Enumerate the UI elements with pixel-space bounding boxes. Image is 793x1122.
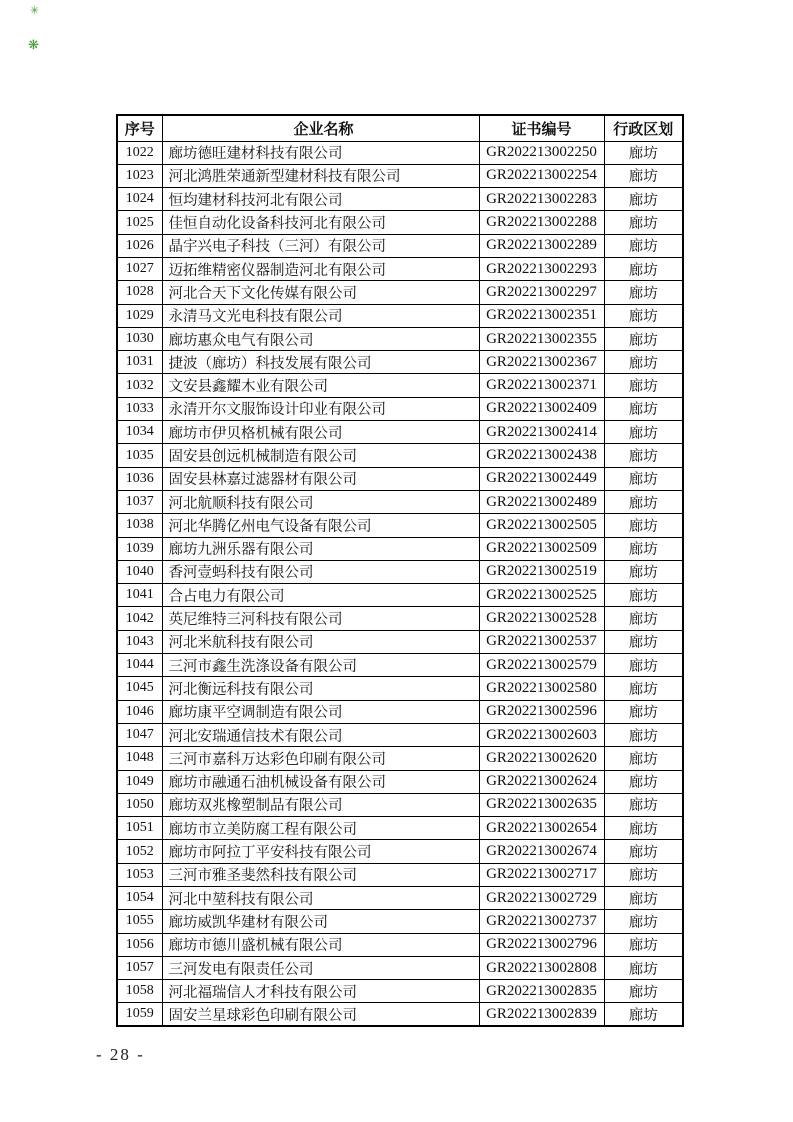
certificate-number: GR202213002528 [479, 607, 604, 630]
company-name: 晶宇兴电子科技（三河）有限公司 [162, 234, 479, 257]
certificate-number: GR202213002509 [479, 537, 604, 560]
table-row [117, 840, 683, 863]
table-row [117, 234, 683, 257]
admin-region: 廊坊 [604, 560, 683, 583]
table-row [117, 351, 683, 374]
row-serial-number: 1040 [117, 560, 162, 583]
row-serial-number: 1055 [117, 910, 162, 933]
admin-region: 廊坊 [604, 211, 683, 234]
company-name: 迈拓维精密仪器制造河北有限公司 [162, 257, 479, 280]
certificate-number: GR202213002489 [479, 490, 604, 513]
row-serial-number: 1044 [117, 654, 162, 677]
admin-region: 廊坊 [604, 490, 683, 513]
header-serial-number: 序号 [117, 115, 162, 141]
table-row [117, 607, 683, 630]
table-row [117, 397, 683, 420]
company-name: 三河市雅圣斐然科技有限公司 [162, 863, 479, 886]
table-row [117, 700, 683, 723]
table-row [117, 327, 683, 350]
certificate-number: GR202213002674 [479, 840, 604, 863]
row-serial-number: 1022 [117, 141, 162, 164]
admin-region: 廊坊 [604, 234, 683, 257]
row-serial-number: 1041 [117, 584, 162, 607]
row-serial-number: 1023 [117, 164, 162, 187]
row-serial-number: 1027 [117, 257, 162, 280]
admin-region: 廊坊 [604, 141, 683, 164]
company-name: 恒均建材科技河北有限公司 [162, 188, 479, 211]
row-serial-number: 1049 [117, 770, 162, 793]
company-name: 捷波（廊坊）科技发展有限公司 [162, 351, 479, 374]
table-row [117, 374, 683, 397]
certificate-number: GR202213002635 [479, 793, 604, 816]
certificate-number: GR202213002438 [479, 444, 604, 467]
table-row [117, 164, 683, 187]
company-name: 廊坊康平空调制造有限公司 [162, 700, 479, 723]
certificate-number: GR202213002254 [479, 164, 604, 187]
admin-region: 廊坊 [604, 840, 683, 863]
company-name: 河北米航科技有限公司 [162, 630, 479, 653]
admin-region: 廊坊 [604, 397, 683, 420]
certificate-number: GR202213002654 [479, 817, 604, 840]
table-row [117, 1003, 683, 1026]
admin-region: 廊坊 [604, 421, 683, 444]
green-mark-icon: ✳ [30, 4, 40, 17]
row-serial-number: 1036 [117, 467, 162, 490]
admin-region: 廊坊 [604, 467, 683, 490]
certificate-number: GR202213002289 [479, 234, 604, 257]
header-admin-region: 行政区划 [604, 115, 683, 141]
row-serial-number: 1046 [117, 700, 162, 723]
table-row [117, 956, 683, 979]
company-name: 廊坊惠众电气有限公司 [162, 327, 479, 350]
admin-region: 廊坊 [604, 584, 683, 607]
company-name: 廊坊九洲乐器有限公司 [162, 537, 479, 560]
admin-region: 廊坊 [604, 723, 683, 746]
company-name: 河北福瑞信人才科技有限公司 [162, 980, 479, 1003]
table-row [117, 584, 683, 607]
table-row [117, 654, 683, 677]
table-row [117, 257, 683, 280]
admin-region: 廊坊 [604, 514, 683, 537]
certificate-number: GR202213002355 [479, 327, 604, 350]
certificate-number: GR202213002371 [479, 374, 604, 397]
certificate-number: GR202213002409 [479, 397, 604, 420]
certificate-number: GR202213002505 [479, 514, 604, 537]
admin-region: 廊坊 [604, 956, 683, 979]
company-name: 永清开尔文服饰设计印业有限公司 [162, 397, 479, 420]
certificate-number: GR202213002283 [479, 188, 604, 211]
certificate-number: GR202213002596 [479, 700, 604, 723]
company-name: 固安县林嘉过滤器材有限公司 [162, 467, 479, 490]
table-row [117, 863, 683, 886]
certificate-number: GR202213002351 [479, 304, 604, 327]
admin-region: 廊坊 [604, 863, 683, 886]
page-number: - 28 - [96, 1045, 145, 1064]
admin-region: 廊坊 [604, 444, 683, 467]
table-row [117, 490, 683, 513]
admin-region: 廊坊 [604, 770, 683, 793]
table-row [117, 793, 683, 816]
admin-region: 廊坊 [604, 887, 683, 910]
company-name: 廊坊市伊贝格机械有限公司 [162, 421, 479, 444]
admin-region: 廊坊 [604, 374, 683, 397]
row-serial-number: 1039 [117, 537, 162, 560]
admin-region: 廊坊 [604, 980, 683, 1003]
company-table-body [117, 141, 683, 1026]
certified-companies-table [116, 114, 684, 1027]
admin-region: 廊坊 [604, 1003, 683, 1026]
admin-region: 廊坊 [604, 677, 683, 700]
company-name: 河北华腾亿州电气设备有限公司 [162, 514, 479, 537]
admin-region: 廊坊 [604, 327, 683, 350]
admin-region: 廊坊 [604, 351, 683, 374]
table-row [117, 514, 683, 537]
company-name: 合占电力有限公司 [162, 584, 479, 607]
row-serial-number: 1032 [117, 374, 162, 397]
company-name: 廊坊威凯华建材有限公司 [162, 910, 479, 933]
company-name: 廊坊市立美防腐工程有限公司 [162, 817, 479, 840]
row-serial-number: 1058 [117, 980, 162, 1003]
certificate-number: GR202213002620 [479, 747, 604, 770]
certificate-number: GR202213002729 [479, 887, 604, 910]
row-serial-number: 1051 [117, 817, 162, 840]
row-serial-number: 1045 [117, 677, 162, 700]
certificate-number: GR202213002297 [479, 281, 604, 304]
row-serial-number: 1024 [117, 188, 162, 211]
row-serial-number: 1034 [117, 421, 162, 444]
certificate-number: GR202213002603 [479, 723, 604, 746]
certificate-number: GR202213002449 [479, 467, 604, 490]
row-serial-number: 1056 [117, 933, 162, 956]
certificate-number: GR202213002537 [479, 630, 604, 653]
row-serial-number: 1028 [117, 281, 162, 304]
row-serial-number: 1050 [117, 793, 162, 816]
certificate-number: GR202213002839 [479, 1003, 604, 1026]
green-mark-icon: ❋ [28, 38, 39, 53]
company-name: 永清马文光电科技有限公司 [162, 304, 479, 327]
company-name: 香河壹蚂科技有限公司 [162, 560, 479, 583]
admin-region: 廊坊 [604, 793, 683, 816]
row-serial-number: 1026 [117, 234, 162, 257]
table-row [117, 444, 683, 467]
table-row [117, 141, 683, 164]
company-name: 河北中堃科技有限公司 [162, 887, 479, 910]
company-name: 河北航顺科技有限公司 [162, 490, 479, 513]
certificate-number: GR202213002525 [479, 584, 604, 607]
admin-region: 廊坊 [604, 304, 683, 327]
header-row [117, 115, 683, 141]
row-serial-number: 1029 [117, 304, 162, 327]
row-serial-number: 1033 [117, 397, 162, 420]
header-company-name: 企业名称 [162, 115, 479, 141]
certificate-number: GR202213002737 [479, 910, 604, 933]
company-name: 廊坊市融通石油机械设备有限公司 [162, 770, 479, 793]
admin-region: 廊坊 [604, 537, 683, 560]
admin-region: 廊坊 [604, 607, 683, 630]
company-name: 河北合天下文化传媒有限公司 [162, 281, 479, 304]
table-row [117, 770, 683, 793]
header-certificate-number: 证书编号 [479, 115, 604, 141]
table-header [117, 115, 683, 141]
certificate-number: GR202213002580 [479, 677, 604, 700]
table-row [117, 537, 683, 560]
table-row [117, 467, 683, 490]
row-serial-number: 1057 [117, 956, 162, 979]
company-name: 廊坊德旺建材科技有限公司 [162, 141, 479, 164]
company-name: 廊坊市德川盛机械有限公司 [162, 933, 479, 956]
table-row [117, 887, 683, 910]
table-row [117, 910, 683, 933]
company-name: 廊坊市阿拉丁平安科技有限公司 [162, 840, 479, 863]
row-serial-number: 1035 [117, 444, 162, 467]
certificate-number: GR202213002835 [479, 980, 604, 1003]
company-name: 三河市嘉科万达彩色印刷有限公司 [162, 747, 479, 770]
row-serial-number: 1059 [117, 1003, 162, 1026]
row-serial-number: 1054 [117, 887, 162, 910]
row-serial-number: 1025 [117, 211, 162, 234]
certificate-number: GR202213002293 [479, 257, 604, 280]
company-name: 廊坊双兆橡塑制品有限公司 [162, 793, 479, 816]
table-row [117, 933, 683, 956]
row-serial-number: 1052 [117, 840, 162, 863]
table-row [117, 304, 683, 327]
admin-region: 廊坊 [604, 910, 683, 933]
admin-region: 廊坊 [604, 817, 683, 840]
certificate-number: GR202213002808 [479, 956, 604, 979]
table-row [117, 560, 683, 583]
row-serial-number: 1038 [117, 514, 162, 537]
company-name: 三河发电有限责任公司 [162, 956, 479, 979]
company-name: 佳恒自动化设备科技河北有限公司 [162, 211, 479, 234]
row-serial-number: 1048 [117, 747, 162, 770]
admin-region: 廊坊 [604, 747, 683, 770]
table-row [117, 747, 683, 770]
certificate-number: GR202213002519 [479, 560, 604, 583]
company-name: 河北安瑞通信技术有限公司 [162, 723, 479, 746]
admin-region: 廊坊 [604, 654, 683, 677]
company-name: 三河市鑫生洗涤设备有限公司 [162, 654, 479, 677]
row-serial-number: 1031 [117, 351, 162, 374]
admin-region: 廊坊 [604, 630, 683, 653]
table-row [117, 980, 683, 1003]
admin-region: 廊坊 [604, 700, 683, 723]
admin-region: 廊坊 [604, 188, 683, 211]
table-row [117, 211, 683, 234]
row-serial-number: 1053 [117, 863, 162, 886]
certificate-number: GR202213002579 [479, 654, 604, 677]
admin-region: 廊坊 [604, 164, 683, 187]
table-row [117, 723, 683, 746]
company-name: 英尼维特三河科技有限公司 [162, 607, 479, 630]
company-name: 文安县鑫耀木业有限公司 [162, 374, 479, 397]
table-row [117, 677, 683, 700]
company-name: 河北衡远科技有限公司 [162, 677, 479, 700]
admin-region: 廊坊 [604, 257, 683, 280]
company-name: 固安县创远机械制造有限公司 [162, 444, 479, 467]
table-row [117, 421, 683, 444]
row-serial-number: 1042 [117, 607, 162, 630]
table-row [117, 817, 683, 840]
certificate-number: GR202213002717 [479, 863, 604, 886]
certificate-number: GR202213002414 [479, 421, 604, 444]
company-name: 河北鸿胜荣通新型建材科技有限公司 [162, 164, 479, 187]
row-serial-number: 1030 [117, 327, 162, 350]
row-serial-number: 1037 [117, 490, 162, 513]
row-serial-number: 1047 [117, 723, 162, 746]
table-row [117, 281, 683, 304]
table-row [117, 188, 683, 211]
row-serial-number: 1043 [117, 630, 162, 653]
admin-region: 廊坊 [604, 933, 683, 956]
admin-region: 廊坊 [604, 281, 683, 304]
certificate-number: GR202213002250 [479, 141, 604, 164]
certificate-number: GR202213002624 [479, 770, 604, 793]
table-row [117, 630, 683, 653]
certificate-number: GR202213002288 [479, 211, 604, 234]
certificate-number: GR202213002367 [479, 351, 604, 374]
certificate-number: GR202213002796 [479, 933, 604, 956]
company-name: 固安兰星球彩色印刷有限公司 [162, 1003, 479, 1026]
